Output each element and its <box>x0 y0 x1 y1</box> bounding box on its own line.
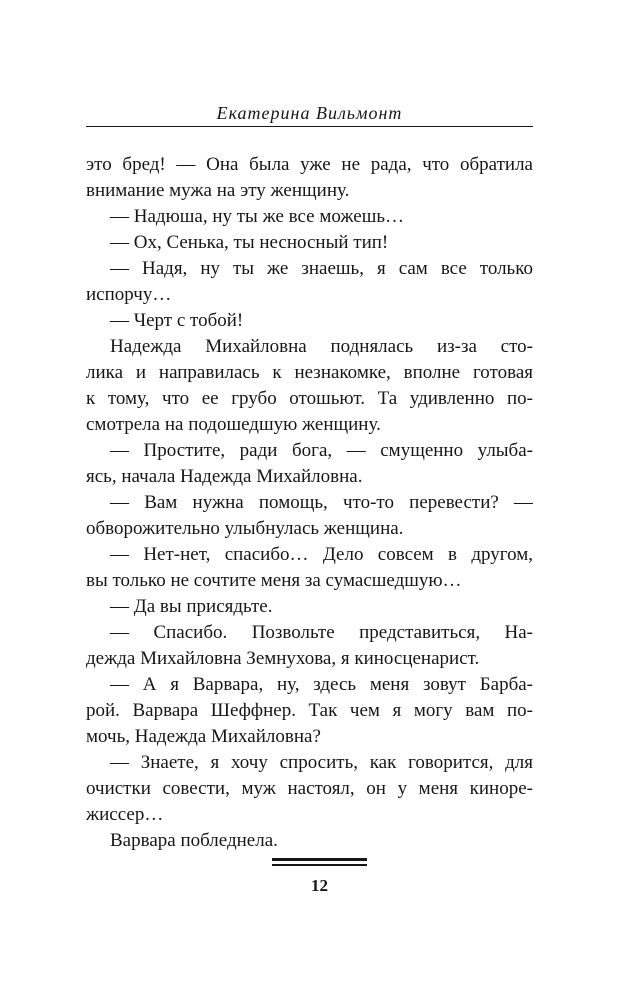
text-line: дежда Михайловна Земнухова, я киносценарист. <box>86 648 480 669</box>
text-line: обворожительно улыбнулась женщина. <box>86 518 404 539</box>
text-line: — Ох, Сенька, ты несносный тип! <box>110 232 389 253</box>
text-line: Надежда Михайловна поднялась из-за сто- <box>110 336 533 357</box>
paragraph <box>86 308 533 334</box>
running-header: Екатерина Вильмонт <box>216 103 403 123</box>
text-line: — Знаете, я хочу спросить, как говорится, для <box>110 752 533 773</box>
paragraph <box>86 594 533 620</box>
text-line: — Нет-нет, спасибо… Дело совсем в другом, <box>110 544 533 565</box>
paragraph <box>86 490 533 542</box>
text-line: — Надюша, ну ты же все можешь… <box>110 206 404 227</box>
text-line: — Спасибо. Позвольте представиться, На- <box>110 622 533 643</box>
paragraph <box>86 152 533 204</box>
text-line: ясь, начала Надежда Михайловна. <box>86 466 363 487</box>
paragraph <box>86 256 533 308</box>
text-line: — Да вы присядьте. <box>110 596 273 617</box>
text-line: внимание мужа на эту женщину. <box>86 180 350 201</box>
text-line: — Черт с тобой! <box>110 310 244 331</box>
header-rule <box>86 126 533 127</box>
text-line: — Надя, ну ты же знаешь, я сам все только <box>110 258 533 279</box>
text-line: это бред! — Она была уже не рада, что обратила <box>86 154 533 175</box>
page-number: 12 <box>311 876 328 895</box>
text-line: Варвара побледнела. <box>110 830 278 851</box>
paragraph <box>86 230 533 256</box>
body-text <box>86 152 533 854</box>
paragraph <box>86 620 533 672</box>
text-line: — Вам нужна помощь, что-то перевести? — <box>110 492 533 513</box>
paragraph <box>86 542 533 594</box>
text-line: смотрела на подошедшую женщину. <box>86 414 381 435</box>
paragraph <box>86 204 533 230</box>
text-line: очистки совести, муж настоял, он у меня киноре- <box>86 778 533 799</box>
text-line: испорчу… <box>86 284 172 305</box>
text-line: к тому, что ее грубо отошьют. Та удивленно по- <box>86 388 533 409</box>
text-line: рой. Варвара Шеффнер. Так чем я могу вам по- <box>86 700 533 721</box>
footer-rule-thick <box>272 858 367 861</box>
footer-rule-thin <box>272 864 367 866</box>
paragraph <box>86 750 533 828</box>
text-line: вы только не сочтите меня за сумасшедшую… <box>86 570 462 591</box>
text-line: мочь, Надежда Михайловна? <box>86 726 321 747</box>
text-line: лика и направилась к незнакомке, вполне готовая <box>86 362 533 383</box>
paragraph <box>86 672 533 750</box>
paragraph <box>86 334 533 438</box>
text-line: — Простите, ради бога, — смущенно улыба- <box>110 440 533 461</box>
paragraph <box>86 438 533 490</box>
paragraph <box>86 828 533 854</box>
text-line: жиссер… <box>86 804 164 825</box>
text-line: — А я Варвара, ну, здесь меня зовут Барба- <box>110 674 533 695</box>
